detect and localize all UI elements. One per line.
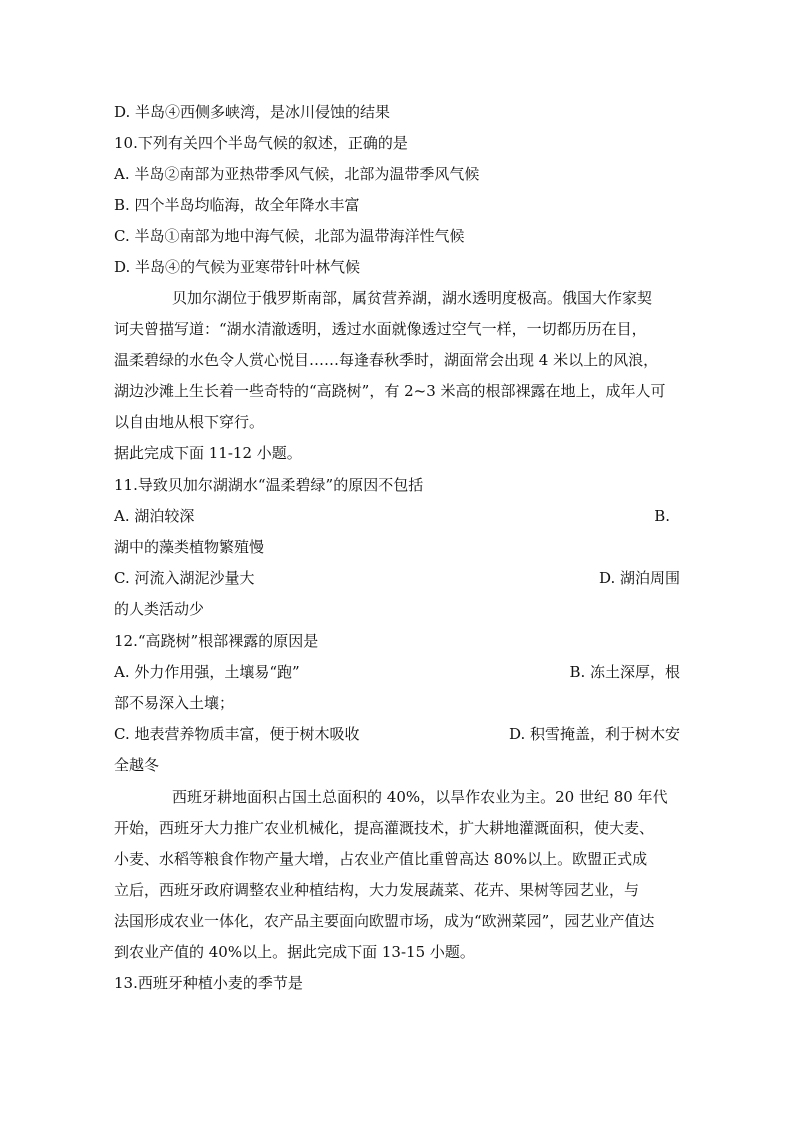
passage1-line-4: 湖边沙滩上生长着一些奇特的“高跷树”，有 2~3 米高的根部裸露在地上，成年人可 bbox=[114, 382, 666, 400]
q11-option-c: C. 河流入湖泥沙量大 bbox=[114, 569, 255, 587]
q10-stem: 10.下列有关四个半岛气候的叙述，正确的是 bbox=[114, 134, 408, 152]
q10-option-c: C. 半岛①南部为地中海气候，北部为温带海洋性气候 bbox=[114, 227, 465, 245]
q11-row-cd bbox=[114, 567, 680, 589]
passage2-line-5: 法国形成农业一体化，农产品主要面向欧盟市场，成为“欧洲菜园”，园艺业产值达 bbox=[114, 912, 655, 930]
passage2-line-1: 西班牙耕地面积占国土总面积的 40%，以旱作农业为主。20 世纪 80 年代 bbox=[172, 788, 668, 806]
passage1-line-5: 以自由地从根下穿行。 bbox=[114, 413, 265, 431]
q11-option-a: A. 湖泊较深 bbox=[114, 507, 195, 525]
q11-option-d-head: D. 湖泊周围 bbox=[598, 569, 680, 587]
q12-option-d-head: D. 积雪掩盖，利于树木安 bbox=[508, 725, 680, 743]
passage1-instruction: 据此完成下面 11-12 小题。 bbox=[114, 444, 302, 462]
q11-option-d-tail: 的人类活动少 bbox=[114, 600, 205, 618]
q9-option-d: D. 半岛④西侧多峡湾，是冰川侵蚀的结果 bbox=[114, 103, 391, 121]
q12-row-ab bbox=[114, 661, 680, 683]
q12-stem: 12.“高跷树”根部裸露的原因是 bbox=[114, 632, 319, 650]
q12-option-a: A. 外力作用强，土壤易“跑” bbox=[114, 663, 300, 681]
passage2-line-4: 立后，西班牙政府调整农业种植结构，大力发展蔬菜、花卉、果树等园艺业，与 bbox=[114, 881, 640, 899]
q10-option-a: A. 半岛②南部为亚热带季风气候，北部为温带季风气候 bbox=[114, 165, 480, 183]
passage2-line-2: 开始，西班牙大力推广农业机械化，提高灌溉技术，扩大耕地灌溉面积，使大麦、 bbox=[114, 819, 655, 837]
q10-option-d: D. 半岛④的气候为亚寒带针叶林气候 bbox=[114, 258, 361, 276]
q11-row-ab bbox=[114, 505, 680, 527]
q11-option-b-head: B. bbox=[654, 507, 670, 525]
q13-stem: 13.西班牙种植小麦的季节是 bbox=[114, 974, 303, 992]
q12-option-b-tail: 部不易深入土壤； bbox=[114, 694, 235, 712]
q12-option-d-tail: 全越冬 bbox=[114, 756, 160, 774]
passage2-line-6: 到农业产值的 40%以上。据此完成下面 13-15 小题。 bbox=[114, 943, 475, 961]
passage1-line-3: 温柔碧绿的水色令人赏心悦目……每逢春秋季时，湖面常会出现 4 米以上的风浪， bbox=[114, 351, 659, 369]
q10-option-b: B. 四个半岛均临海，故全年降水丰富 bbox=[114, 196, 360, 214]
passage1-line-2: 诃夫曾描写道：“湖水清澈透明，透过水面就像透过空气一样，一切都历历在目， bbox=[114, 320, 647, 338]
q12-option-c: C. 地表营养物质丰富，便于树木吸收 bbox=[114, 725, 360, 743]
q11-stem: 11.导致贝加尔湖湖水“温柔碧绿”的原因不包括 bbox=[114, 476, 424, 494]
q12-option-b-head: B. 冻土深厚，根 bbox=[569, 663, 680, 681]
passage2-line-3: 小麦、水稻等粮食作物产量大增，占农业产值比重曾高达 80%以上。欧盟正式成 bbox=[114, 850, 648, 868]
q12-row-cd bbox=[114, 723, 680, 745]
q11-option-b-tail: 湖中的藻类植物繁殖慢 bbox=[114, 538, 265, 556]
passage1-line-1: 贝加尔湖位于俄罗斯南部，属贫营养湖，湖水透明度极高。俄国大作家契 bbox=[172, 289, 653, 307]
